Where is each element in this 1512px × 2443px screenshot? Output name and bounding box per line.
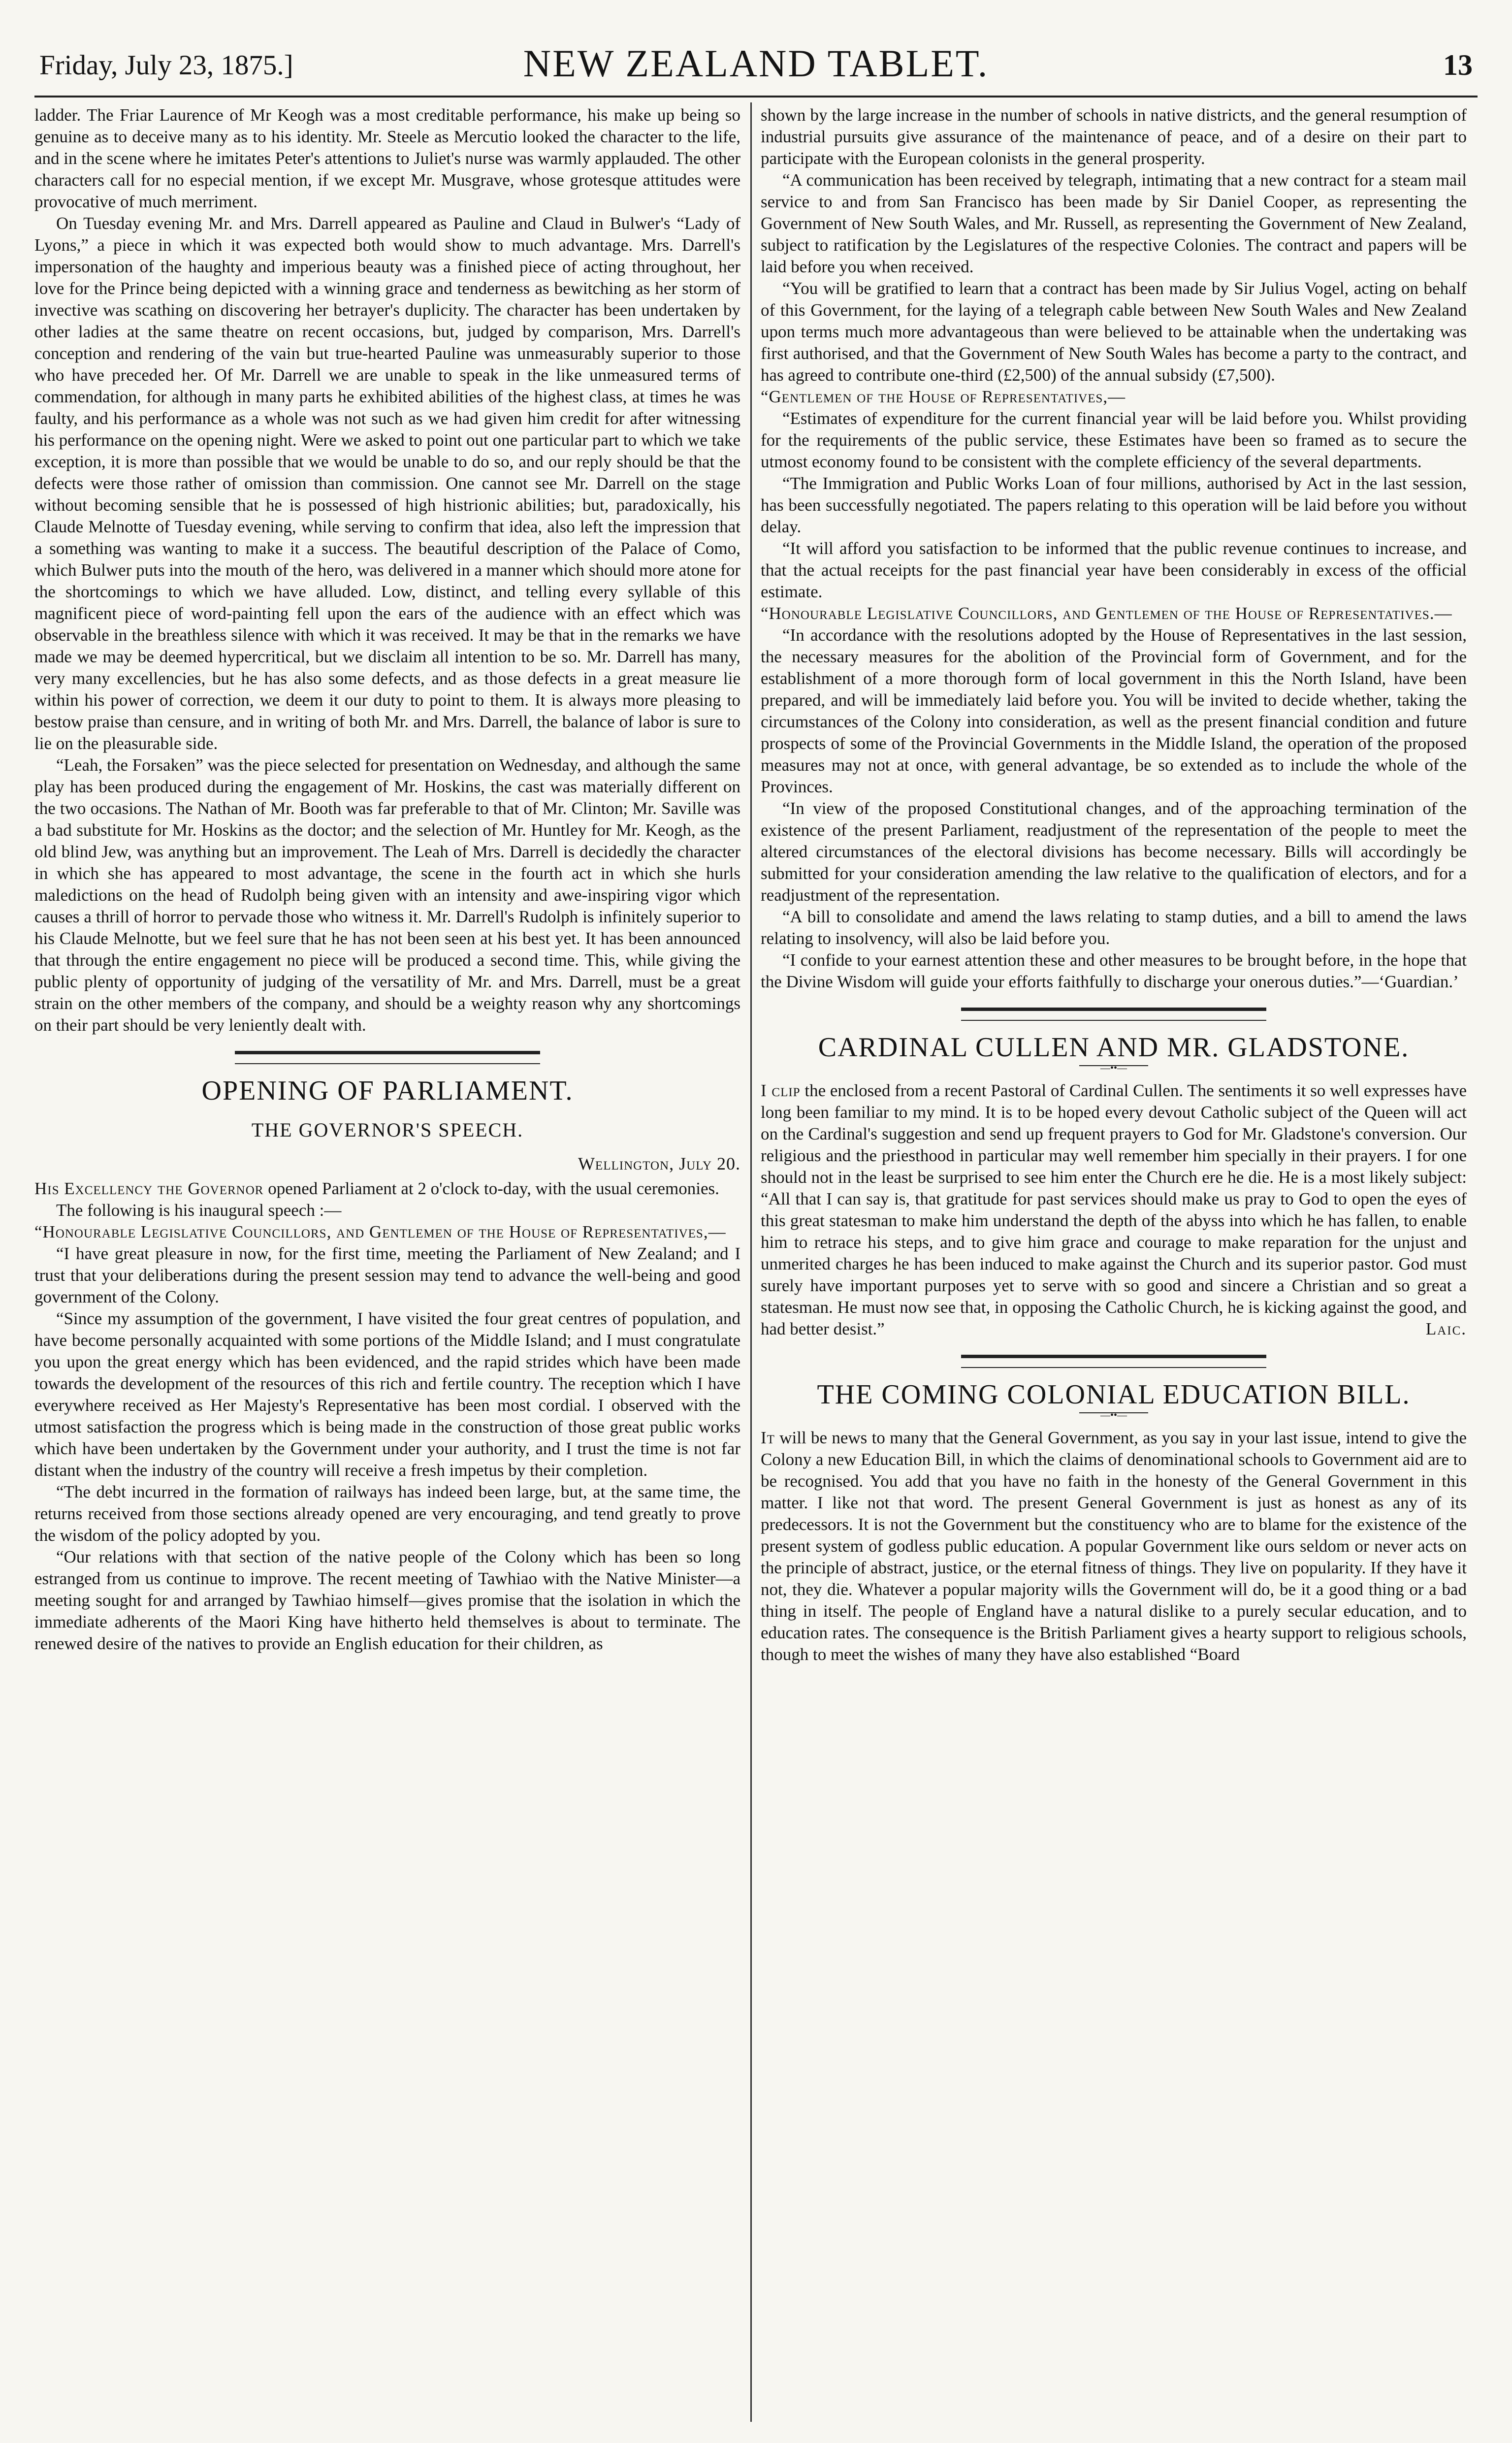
left-column — [34, 104, 740, 2419]
cullen-intro-caps: I clip — [761, 1081, 801, 1100]
section-divider — [961, 1008, 1266, 1021]
speech-salutation: “Honourable Legislative Councillors, and Gentlemen of the House of Representatives.— — [761, 604, 1452, 623]
right-column — [761, 104, 1467, 2419]
speech-intro-caps: His Excellency the Governor — [34, 1179, 264, 1198]
ornament-rule: —••— — [1079, 1412, 1148, 1417]
masthead-title: NEW ZEALAND TABLET. — [523, 42, 989, 85]
signature: Laic. — [1425, 1319, 1467, 1338]
speech-intro-text: opened Parliament at 2 o'clock to-day, with the usual ceremonies. — [263, 1179, 719, 1198]
theatre-paragraph: “Leah, the Forsaken” was the piece selected for presentation on Wednesday, and although the same play has been produced during the engagement of Mr. Hoskins, the cast was materially different on the two occasions. The Nathan of Mr. Booth was far preferable to that of Mr. Clinton; Mr. Saville was a bad substitute for Mr. Hoskins as the doctor; and the selection of Mr. Huntley for Mr. Keogh, as the old blind Jew, was anything but an improvement. The Leah of Mrs. Darrell is decidedly the character in which she has appeared to most advantage, the scene in the fourth act in which she hurls maledictions on the head of Rudolph being given with an intensity and awe-inspiring vigor which causes a thrill of horror to pervade those who witness it. Mr. Darrell's Rudolph is infinitely superior to his Claude Melnotte, but we feel sure that he has not been seen at his best yet. It has been announced that through the entire engagement no piece will be produced a second time. This, while giving the public plenty of opportunity of judging of the versatility of Mr. and Mrs. Darrell, must be a great strain on the other members of the company, and should be a weighty reason why any shortcomings on their part should be very leniently dealt with. — [34, 755, 740, 1035]
speech-paragraph: “I have great pleasure in now, for the first time, meeting the Parliament of New Zealand; and I trust that your deliberations during the present session may tend to advance the well-being and good government of the Colony. — [34, 1244, 740, 1306]
section-divider — [235, 1051, 540, 1064]
cullen-text: the enclosed from a recent Pastoral of Cardinal Cullen. The sentiments it so well expresses have long been familiar to my mind. It is to be hoped every devout Catholic subject of the Queen will act on the Cardinal's suggestion and send up frequent prayers to God for Mr. Gladstone's conversion. Our religious and the priesthood in particular may well remember him specially in their prayers. I for one should not in the least be surprised to see him enter the Church ere he die. He is a most likely subject: “All that I can say is, that gratitude for past services should make us pray to God to open the eyes of this great statesman to make him understand the depth of the abyss into which he has fallen, to enable him to retrace his steps, and to give him grace and courage to make reparation for the unjust and unmerited charges he has been induced to make against the Church and its superior pastor. God must surely have important purposes yet to serve with so good and sincere a Christian and so great a statesman. He must now see that, in opposing the Catholic Church, he is kicking against the good, and had better desist.” — [761, 1081, 1467, 1338]
ornament-rule: —••— — [1079, 1065, 1148, 1070]
speech-paragraph: “Since my assumption of the government, I have visited the four great centres of population, and have become personally acquainted with some portions of the Middle Island; and I must congratulate you upon the great energy which has been evidenced, and the rapid strides which have been made towards the development of the resources of this rich and fertile country. The reception which I have everywhere received as Her Majesty's Representative has been most cordial. I observed with the utmost satisfaction the progress which is being made in the construction of those great public works which have been undertaken by the Government under your authority, and I trust the time is not far distant when the industry of the country will receive a fresh impetus by their completion. — [34, 1309, 740, 1480]
speech-paragraph: “The Immigration and Public Works Loan of four millions, authorised by Act in the last session, has been successfully negotiated. The papers relating to this operation will be laid before you without delay. — [761, 474, 1467, 536]
education-paragraph — [761, 1427, 1467, 1665]
speech-salutation: “Honourable Legislative Councillors, and Gentlemen of the House of Representatives,— — [34, 1222, 726, 1241]
cullen-paragraph — [761, 1080, 1467, 1340]
theatre-paragraph: On Tuesday evening Mr. and Mrs. Darrell appeared as Pauline and Claud in Bulwer's “Lady of Lyons,” a piece in which it was expected both would show to much advantage. Mrs. Darrell's impersonation of the haughty and imperious beauty was a finished piece of acting throughout, her love for the Prince being depicted with a winning grace and tenderness as bewitching as her storm of invective was scathing on discovering her betrayer's duplicity. The character has been undertaken by other ladies at the same theatre on recent occasions, but, judged by comparison, Mrs. Darrell's conception and rendering of the vain but true-hearted Pauline was unmeasurably superior to those who have preceded her. Of Mr. Darrell we are unable to speak in the like unmeasured terms of commendation, for although in many parts he exhibited abilities of the highest class, at times he was faulty, and his performance as a whole was not such as we had given him credit for after witnessing his performance on the opening night. Were we asked to point out one particular part to which we take exception, it is more than possible that we would be unable to do so, and our reply should be that the defects were those rather of omission than commission. One cannot see Mr. Darrell on the stage without becoming sensible that he is possessed of high histrionic abilities; but, paradoxically, his Claude Melnotte of Tuesday evening, while serving to confirm that idea, also left the impression that a something was wanting to make it a success. The beautiful description of the Palace of Como, which Bulwer puts into the mouth of the hero, was delivered in a manner which should more atone for the shortcomings to which we have alluded. Low, distinct, and telling every syllable of this magnificent piece of word-painting fell upon the ears of the audience with an effect which was observable in the breathless silence with which it was received. It may be that in the remarks we have made we may be deemed hypercritical, but we disclaim all intention to be so. Mr. Darrell has many, very many excellencies, but he has also some defects, and as those defects in a great measure lie within his power of correction, we deem it our duty to point to them. It is always more pleasing to bestow praise than censure, and in writing of both Mr. and Mrs. Darrell, the balance of labor is sure to lie on the pleasurable side. — [34, 214, 740, 753]
speech-subheading: THE GOVERNOR'S SPEECH. — [251, 1119, 524, 1141]
speech-follows: The following is his inaugural speech :— — [56, 1201, 342, 1220]
speech-paragraph: “You will be gratified to learn that a contract has been made by Sir Julius Vogel, acting on behalf of this Government, for the laying of a telegraph cable between New South Wales and New Zealand upon terms much more advantageous than were believed to be attainable when the undertaking was first authorised, and that the Government of New South Wales has become a party to the contract, and has agreed to contribute one-third (£2,500) of the annual subsidy (£7,500). — [761, 279, 1467, 385]
speech-paragraph: “A bill to consolidate and amend the laws relating to stamp duties, and a bill to amend the laws relating to insolvency, will also be laid before you. — [761, 907, 1467, 948]
speech-paragraph: “Our relations with that section of the native people of the Colony which has been so long estranged from us continue to improve. The recent meeting of Tawhiao with the Native Minister—a meeting sought for and arranged by Tawhiao himself—gives promise that the isolation in which the immediate adherents of the Maori King have hitherto held themselves is about to terminate. The renewed desire of the natives to provide an English education for their children, as — [34, 1547, 740, 1653]
dateline: Wellington, July 20. — [578, 1154, 740, 1173]
speech-salutation: “Gentlemen of the House of Representatives,— — [761, 387, 1126, 406]
education-intro-caps: It — [761, 1428, 775, 1447]
speech-paragraph: “In accordance with the resolutions adopted by the House of Representatives in the last session, the necessary measures for the abolition of the Provincial form of Government, and for the establishment of a more thorough form of local government in this the North Island, have been prepared, and will be immediately laid before you. You will be invited to decide whether, taking the circumstances of the Colony into consideration, as well as the present financial condition and future prospects of some of the Provincial Governments in the Middle Island, the operation of the proposed measures may not at once, with general advantage, be so extended as to include the whole of the Provinces. — [761, 625, 1467, 796]
speech-paragraph: “A communication has been received by telegraph, intimating that a new contract for a steam mail service to and from San Francisco has been made by Sir Daniel Cooper, as representing the Government of New South Wales, and Mr. Russell, as representing the Government of New Zealand, subject to ratification by the Legislatures of the respective Colonies. The contract and papers will be laid before you when received. — [761, 170, 1467, 276]
section-divider — [961, 1355, 1266, 1368]
header-rule — [34, 96, 1478, 98]
column-divider — [750, 102, 752, 2422]
theatre-paragraph: ladder. The Friar Laurence of Mr Keogh was a most creditable performance, his make up being so genuine as to deceive many as to his identity. Mr. Steele as Mercutio looked the character to the life, and in the scene where he imitates Peter's attentions to Juliet's nurse was warmly applauded. The other characters call for no especial mention, if we except Mr. Musgrave, whose grotesque attitudes were provocative of much merriment. — [34, 105, 740, 211]
cullen-heading: CARDINAL CULLEN AND MR. GLADSTONE. — [818, 1032, 1410, 1063]
speech-intro — [34, 1178, 740, 1200]
speech-paragraph: “The debt incurred in the formation of railways has indeed been large, but, at the same time, the returns received from those sections already opened are very encouraging, and tend greatly to prove the wisdom of the policy adopted by you. — [34, 1482, 740, 1545]
issue-date: Friday, July 23, 1875.] — [39, 50, 293, 81]
speech-paragraph: “Estimates of expenditure for the current financial year will be laid before you. Whilst providing for the requirements of the public service, these Estimates have been so framed as to secure the utmost economy found to be consistent with the complete efficiency of the several departments. — [761, 409, 1467, 471]
speech-paragraph: “In view of the proposed Constitutional changes, and of the approaching termination of the existence of the present Parliament, readjustment of the representation of the people to meet the altered circumstances of the electoral divisions has become necessary. Bills will accordingly be submitted for your consideration amending the law relative to the qualification of electors, and for a readjustment of the representation. — [761, 799, 1467, 905]
education-text: will be news to many that the General Government, as you say in your last issue, intend to give the Colony a new Education Bill, in which the claims of denominational schools to Government aid are to be recognised. You add that you have no faith in the honesty of the General Government in this matter. I like not that word. The present General Government is just as honest as any of its predecessors. It is not the Government but the constituency who are to blame for the existence of the present system of godless public education. A popular Government like ours seldom or never acts on the principle of abstract, justice, or the eternal fitness of things. They live on popularity. If they have it not, they die. Whatever a popular majority wills the Government will do, be it a good thing or a bad thing in itself. The people of England have a natural dislike to a purely secular education, and to education rates. The consequence is the British Parliament gives a hearty support to religious schools, though to meet the wishes of many they have also established “Board — [761, 1428, 1467, 1664]
education-heading: THE COMING COLONIAL EDUCATION BILL. — [817, 1379, 1411, 1410]
speech-paragraph: shown by the large increase in the number of schools in native districts, and the general resumption of industrial pursuits give assurance of the maintenance of peace, and of a desire on their part to participate with the European colonists in the general prosperity. — [761, 105, 1467, 168]
page-number: 13 — [1443, 49, 1473, 81]
speech-paragraph: “I confide to your earnest attention these and other measures to be brought before, in the hope that the Divine Wisdom will guide your efforts faithfully to discharge your onerous duties.”—‘Guardian.’ — [761, 950, 1467, 991]
parliament-heading: OPENING OF PARLIAMENT. — [201, 1075, 574, 1106]
speech-paragraph: “It will afford you satisfaction to be informed that the public revenue continues to increase, and that the actual receipts for the past financial year have been considerably in excess of the official estimate. — [761, 539, 1467, 601]
